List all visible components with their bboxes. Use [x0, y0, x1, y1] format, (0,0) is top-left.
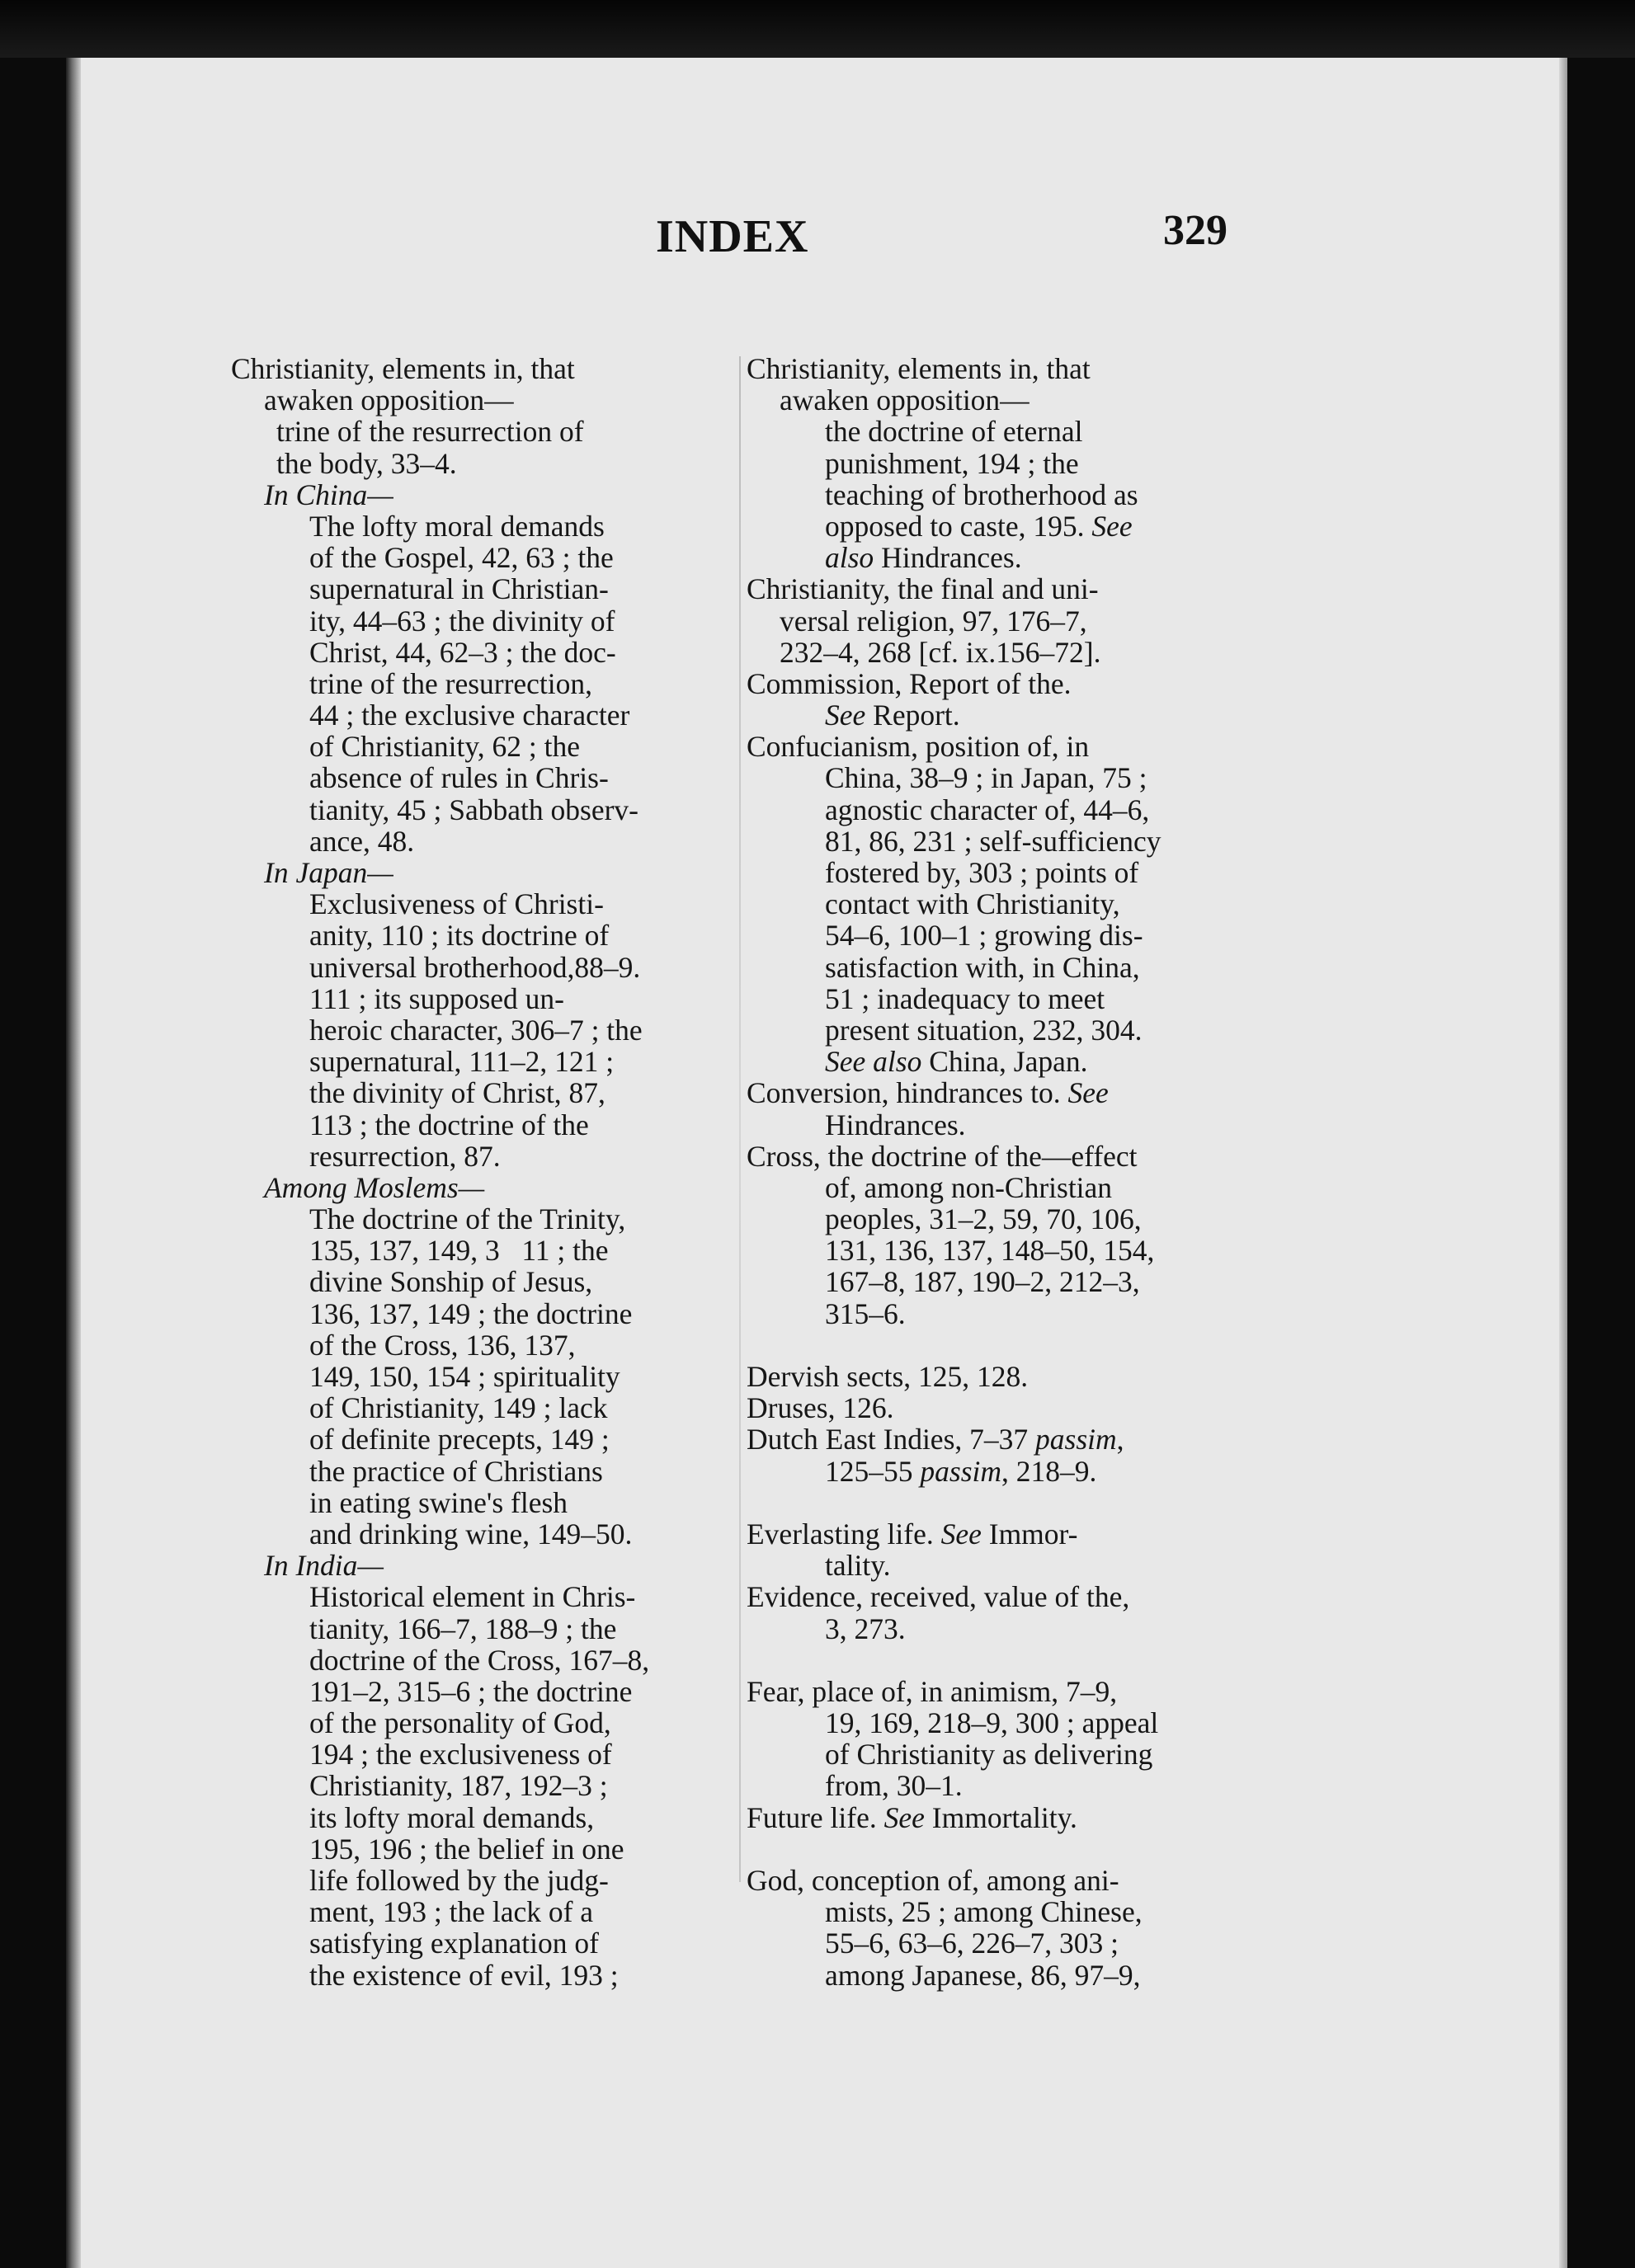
index-line: teaching of brotherhood as	[825, 478, 1138, 511]
index-line: present situation, 232, 304.	[825, 1013, 1143, 1047]
index-line: trine of the resurrection of	[276, 415, 584, 449]
index-line: tality.	[825, 1549, 891, 1583]
index-line: mists, 25 ; among Chinese,	[825, 1895, 1143, 1929]
index-line: its lofty moral demands,	[309, 1800, 595, 1834]
index-line: from, 30–1.	[825, 1769, 963, 1803]
index-line: among Japanese, 86, 97–9,	[825, 1958, 1141, 1992]
index-line: in eating swine's flesh	[309, 1485, 568, 1519]
index-line: peoples, 31–2, 59, 70, 106,	[825, 1202, 1142, 1236]
index-line: tianity, 166–7, 188–9 ; the	[309, 1612, 617, 1645]
index-line: Future life. See Immortality.	[747, 1800, 1077, 1834]
index-line: 55–6, 63–6, 226–7, 303 ;	[825, 1927, 1119, 1960]
index-line: ance, 48.	[309, 824, 415, 858]
index-line: supernatural in Christian-	[309, 572, 609, 606]
index-spacer	[747, 1645, 1250, 1676]
index-line: life followed by the judg-	[309, 1864, 609, 1897]
index-line: divine Sonship of Jesus,	[309, 1265, 593, 1299]
index-line: The doctrine of the Trinity,	[309, 1202, 626, 1236]
index-line: 54–6, 100–1 ; growing dis-	[825, 919, 1143, 953]
index-line: trine of the resurrection,	[309, 666, 593, 700]
index-line: anity, 110 ; its doctrine of	[309, 919, 610, 953]
index-line: 51 ; inadequacy to meet	[825, 981, 1105, 1015]
index-line: Exclusiveness of Christi-	[309, 887, 604, 921]
index-spacer	[747, 1833, 1250, 1865]
index-line: 195, 196 ; the belief in one	[309, 1832, 624, 1866]
index-line: satisfaction with, in China,	[825, 950, 1140, 984]
index-line: 167–8, 187, 190–2, 212–3,	[825, 1265, 1140, 1299]
index-line: Dutch East Indies, 7–37 passim,	[747, 1423, 1124, 1456]
index-line: punishment, 194 ; the	[825, 446, 1079, 480]
index-line: agnostic character of, 44–6,	[825, 793, 1150, 826]
index-line: universal brotherhood,88–9.	[309, 950, 641, 984]
index-line: Cross, the doctrine of the—effect	[747, 1139, 1138, 1173]
scan-background	[0, 0, 1635, 58]
index-line: opposed to caste, 195. See	[825, 509, 1133, 543]
index-line: Christ, 44, 62–3 ; the doc-	[309, 635, 616, 669]
index-line: 111 ; its supposed un-	[309, 981, 564, 1015]
index-line: of the personality of God,	[309, 1706, 611, 1740]
index-column-left	[231, 353, 747, 1991]
index-line: ment, 193 ; the lack of a	[309, 1895, 594, 1929]
index-line: the existence of evil, 193 ;	[309, 1958, 619, 1992]
index-line: Christianity, elements in, that	[747, 352, 1091, 385]
index-line: Fear, place of, in animism, 7–9,	[747, 1674, 1118, 1708]
index-line: of, among non-Christian	[825, 1170, 1113, 1204]
index-line: Evidence, received, value of the,	[747, 1580, 1130, 1614]
index-line: of the Cross, 136, 137,	[309, 1328, 576, 1362]
index-line: The lofty moral demands	[309, 509, 605, 543]
index-line: and drinking wine, 149–50.	[309, 1517, 633, 1550]
index-line: ity, 44–63 ; the divinity of	[309, 604, 615, 638]
index-line: resurrection, 87.	[309, 1139, 501, 1173]
index-line: absence of rules in Chris-	[309, 761, 609, 795]
page-edge	[1559, 58, 1567, 2268]
index-line: doctrine of the Cross, 167–8,	[309, 1643, 650, 1677]
index-line: 3, 273.	[825, 1612, 906, 1645]
page-number: 329	[1163, 207, 1227, 254]
index-line: In India—	[264, 1549, 384, 1583]
index-line: Among Moslems—	[264, 1170, 485, 1204]
page-gutter-shadow	[66, 58, 81, 2268]
index-line: satisfying explanation of	[309, 1927, 599, 1960]
index-line: tianity, 45 ; Sabbath observ-	[309, 793, 638, 826]
index-line: of the Gospel, 42, 63 ; the	[309, 541, 614, 575]
index-line: also Hindrances.	[825, 541, 1022, 575]
index-line: Confucianism, position of, in	[747, 730, 1090, 764]
index-line: See also China, Japan.	[825, 1045, 1088, 1079]
index-line: 125–55 passim, 218–9.	[825, 1454, 1097, 1488]
index-line: heroic character, 306–7 ; the	[309, 1013, 643, 1047]
index-line: the practice of Christians	[309, 1454, 603, 1488]
index-spacer	[747, 1487, 1250, 1518]
index-line: In China—	[264, 478, 393, 511]
index-line: 131, 136, 137, 148–50, 154,	[825, 1234, 1155, 1268]
index-line: 194 ; the exclusiveness of	[309, 1738, 612, 1772]
index-line: In Japan—	[264, 856, 393, 889]
index-line: of definite precepts, 149 ;	[309, 1423, 610, 1456]
index-line: Conversion, hindrances to. See	[747, 1076, 1109, 1110]
index-line: 136, 137, 149 ; the doctrine	[309, 1296, 633, 1330]
index-line: supernatural, 111–2, 121 ;	[309, 1045, 615, 1079]
index-line: 315–6.	[825, 1296, 906, 1330]
index-line: awaken opposition—	[264, 383, 514, 417]
index-line: 113 ; the doctrine of the	[309, 1108, 589, 1141]
index-line: Christianity, elements in, that	[231, 352, 575, 385]
index-line: contact with Christianity,	[825, 887, 1120, 921]
index-line: 149, 150, 154 ; spirituality	[309, 1360, 620, 1393]
index-line: Druses, 126.	[747, 1391, 894, 1425]
index-line: Christianity, the final and uni-	[747, 572, 1099, 606]
index-line: versal religion, 97, 176–7,	[780, 604, 1087, 638]
index-spacer	[747, 1329, 1250, 1361]
index-line: Christianity, 187, 192–3 ;	[309, 1769, 608, 1803]
index-line: of Christianity, 62 ; the	[309, 730, 581, 764]
index-line: Commission, Report of the.	[747, 666, 1072, 700]
index-line: fostered by, 303 ; points of	[825, 856, 1139, 889]
index-line: 232–4, 268 [cf. ix.156–72].	[780, 635, 1101, 669]
index-line: the divinity of Christ, 87,	[309, 1076, 605, 1110]
index-line: of Christianity as delivering	[825, 1738, 1153, 1772]
index-line: China, 38–9 ; in Japan, 75 ;	[825, 761, 1147, 795]
running-head-title: INDEX	[656, 211, 809, 262]
index-line: the body, 33–4.	[276, 446, 457, 480]
index-line: 19, 169, 218–9, 300 ; appeal	[825, 1706, 1159, 1740]
index-line: of Christianity, 149 ; lack	[309, 1391, 608, 1425]
index-line: the doctrine of eternal	[825, 415, 1083, 449]
index-line: See Report.	[825, 699, 960, 732]
index-line: 135, 137, 149, 3 11 ; the	[309, 1234, 609, 1268]
index-line: God, conception of, among ani-	[747, 1864, 1119, 1897]
index-line: Historical element in Chris-	[309, 1580, 636, 1614]
index-line: Dervish sects, 125, 128.	[747, 1360, 1029, 1393]
index-line: 44 ; the exclusive character	[309, 699, 630, 732]
index-line: awaken opposition—	[780, 383, 1030, 417]
index-line: 81, 86, 231 ; self-sufficiency	[825, 824, 1161, 858]
index-column-right	[747, 353, 1250, 1991]
index-line: 191–2, 315–6 ; the doctrine	[309, 1674, 633, 1708]
index-line: Hindrances.	[825, 1108, 966, 1141]
index-line: Everlasting life. See Immor-	[747, 1517, 1078, 1550]
